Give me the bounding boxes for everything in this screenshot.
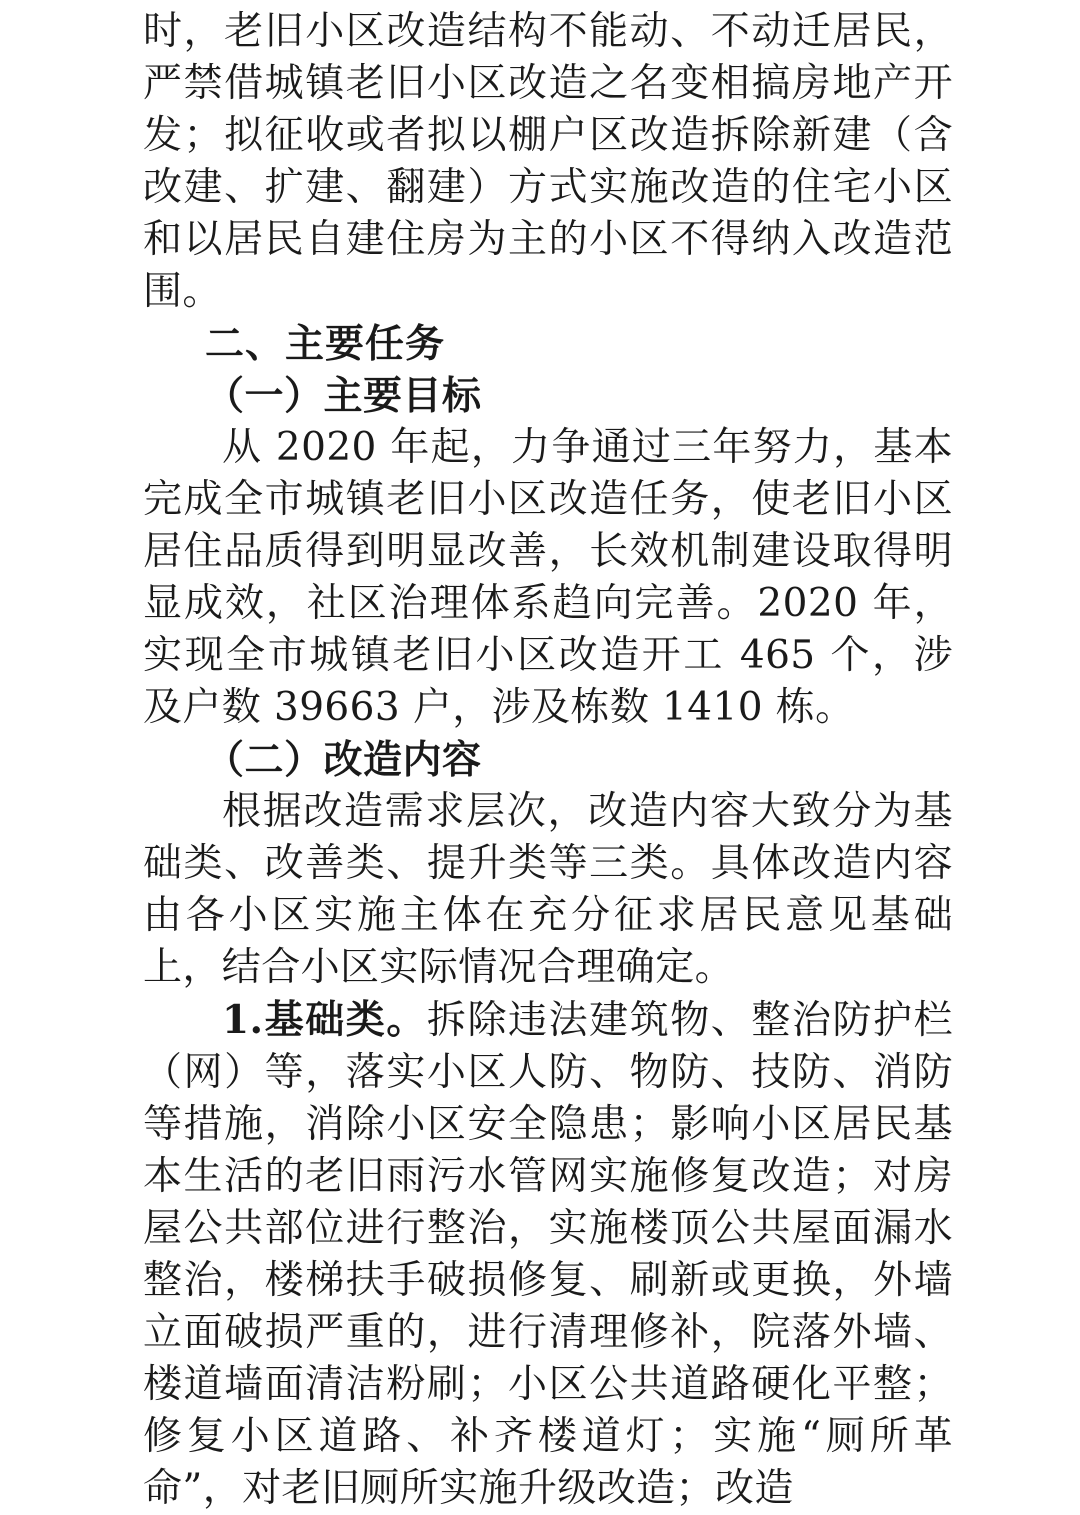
basic-category-body-text: 拆除违法建筑物、整治防护栏（网）等，落实小区人防、物防、技防、消防等措施，消除小区安全隐患；影响小区居民基本生活的老旧雨污水管网实施修复改造；对房屋公共部位进行整治，实施楼顶公共屋面漏水整治，楼梯扶手破损修复、刷新或更换，外墙立面破损严重的，进行清理修补，院落外墙、楼道墙面清洁粉刷；小区公共道路硬化平整；修复小区道路、补齐楼道灯；实施“厕所革命”，对老旧厕所实施升级改造；改造 — [143, 998, 953, 1511]
paragraph-main-goals: 从 2020 年起，力争通过三年努力，基本完成全市城镇老旧小区改造任务，使老旧小区居住品质得到明显改善，长效机制建设取得明显成效，社区治理体系趋向完善。2020 年，实现全市城镇老旧小区改造开工 465 个，涉及户数 39663 户，涉及栋数 1410 栋。 — [143, 425, 953, 730]
basic-category-lead-label: 1.基础类。 — [222, 997, 427, 1043]
heading-renovation-content: （二）改造内容 — [205, 737, 482, 783]
heading-main-goals: （一）主要目标 — [205, 373, 482, 419]
document-text-column — [143, 6, 953, 1515]
heading-main-tasks: 二、主要任务 — [205, 321, 446, 367]
paragraph-continuation: 时，老旧小区改造结构不能动、不动迁居民，严禁借城镇老旧小区改造之名变相搞房地产开发；拟征收或者拟以棚户区改造拆除新建（含改建、扩建、翻建）方式实施改造的住宅小区和以居民自建住房为主的小区不得纳入改造范围。 — [143, 9, 953, 314]
paragraph-basic-category — [143, 994, 953, 1515]
paragraph-renovation-content: 根据改造需求层次，改造内容大致分为基础类、改善类、提升类等三类。具体改造内容由各小区实施主体在充分征求居民意见基础上，结合小区实际情况合理确定。 — [143, 789, 953, 990]
